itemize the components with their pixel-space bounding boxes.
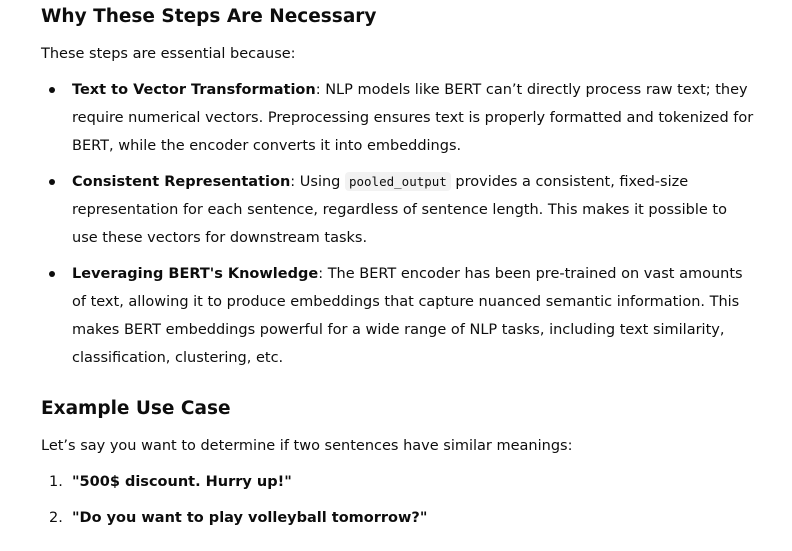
item-title: Leveraging BERT's Knowledge	[72, 266, 319, 282]
item-text: provides a consistent, fixed-size representation for each sentence, regardless of sentence length. This makes it possible to use these vectors for downstream tasks.	[72, 174, 727, 246]
item-text: "500$ discount. Hurry up!"	[72, 474, 292, 490]
section-heading-example: Example Use Case	[41, 398, 231, 419]
item-text: : The BERT encoder has been pre-trained on vast amounts of text, allowing it to produce embeddings that capture nuanced semantic information. This makes BERT embeddings powerful for a wide range of NLP tasks, including text similarity, classification, clustering, etc.	[72, 266, 743, 366]
bullet-icon	[49, 87, 55, 93]
bullet-icon	[49, 271, 55, 277]
list-item	[41, 76, 756, 160]
example-sentences-list	[41, 468, 427, 540]
section-intro: Let’s say you want to determine if two sentences have similar meanings:	[41, 438, 573, 454]
bullet-icon	[49, 179, 55, 185]
reasons-list	[41, 76, 756, 380]
item-text: : NLP models like BERT can’t directly process raw text; they require numerical vectors. Preprocessing ensures text is properly formatted and tokenized for BERT, while the encoder converts it into embeddings.	[72, 82, 754, 154]
item-title: Consistent Representation	[72, 174, 291, 190]
item-number: 2.	[49, 510, 63, 526]
item-text-prefix: : Using	[290, 174, 345, 190]
item-text: "Do you want to play volleyball tomorrow?"	[72, 510, 428, 526]
inline-code: pooled_output	[345, 172, 451, 191]
section-heading-why: Why These Steps Are Necessary	[41, 6, 377, 27]
list-item	[41, 260, 756, 372]
item-number: 1.	[49, 474, 63, 490]
item-title: Text to Vector Transformation	[72, 82, 316, 98]
section-intro: These steps are essential because:	[41, 46, 296, 62]
list-item	[41, 504, 427, 532]
list-item	[41, 168, 756, 252]
list-item	[41, 468, 427, 496]
